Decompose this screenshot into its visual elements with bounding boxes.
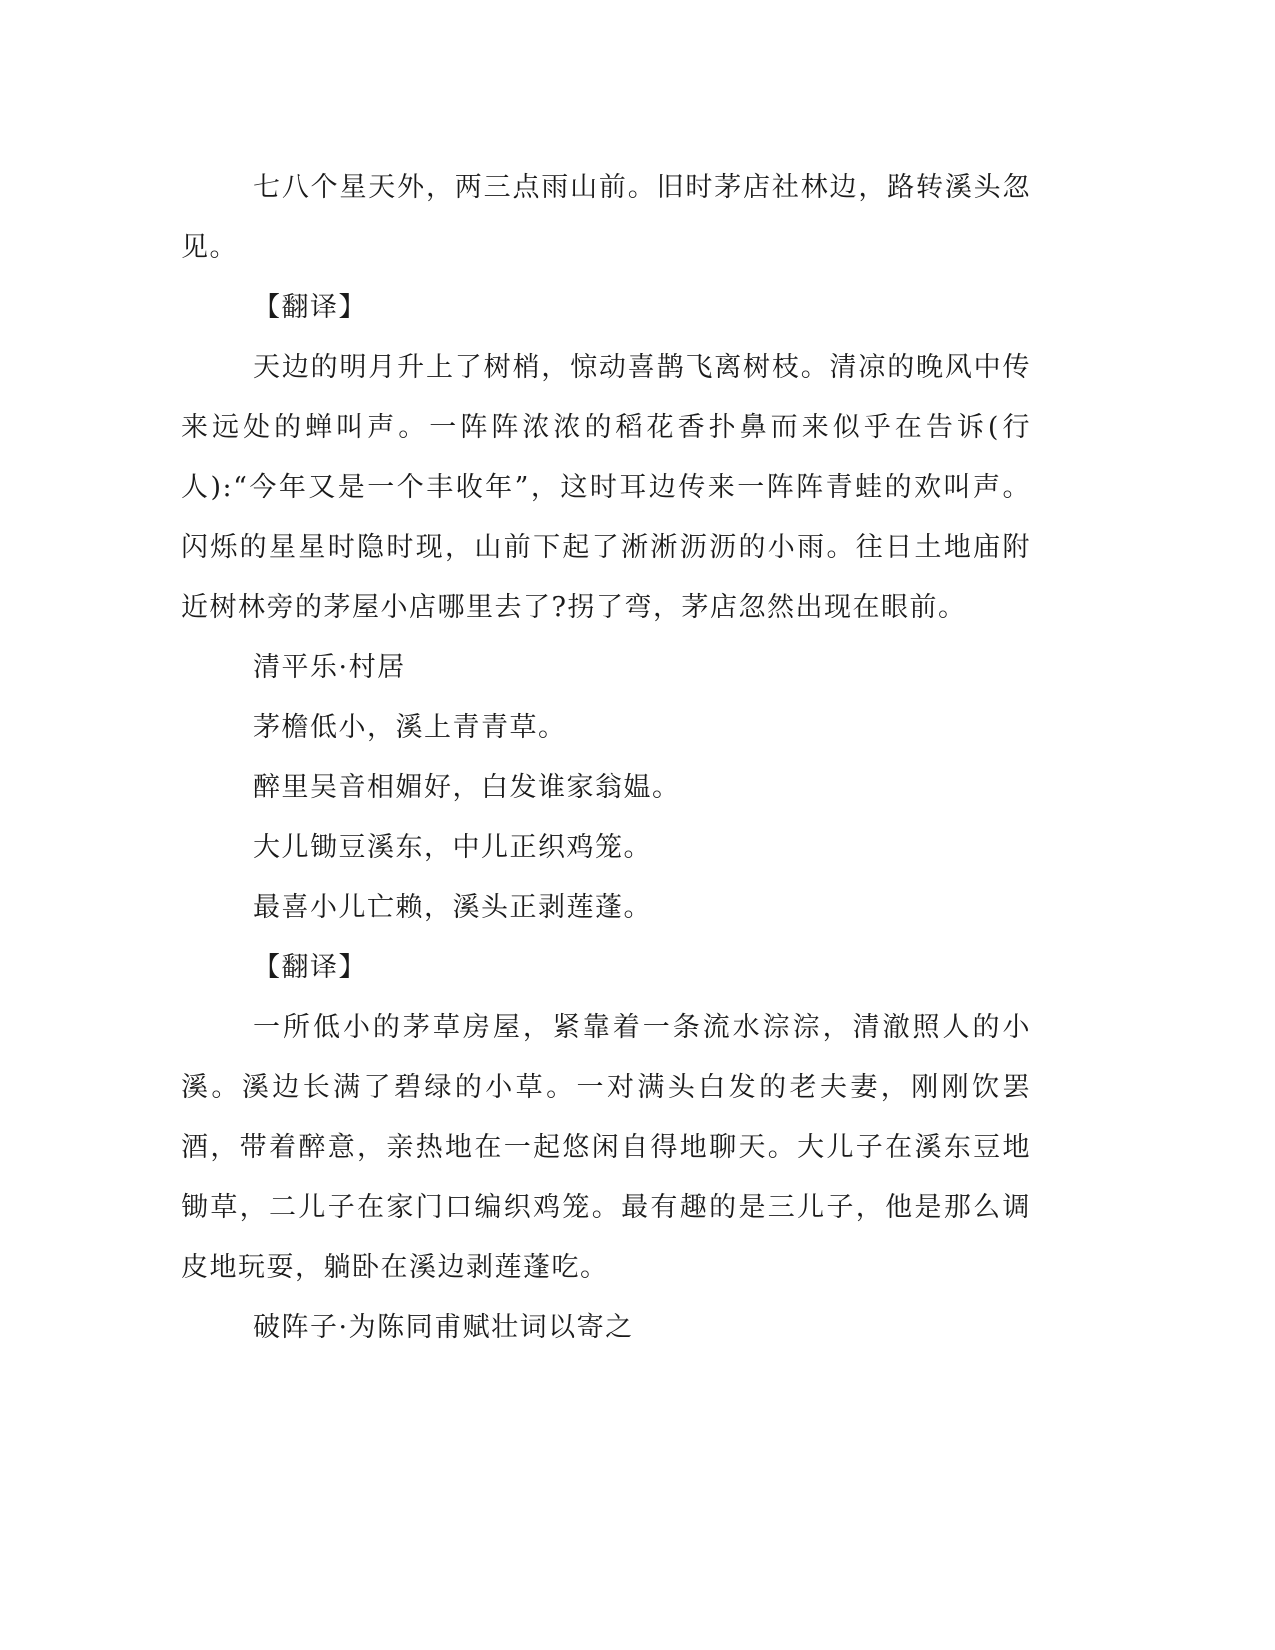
poem-line: 大儿锄豆溪东，中儿正织鸡笼。 [253,832,652,863]
document-body [181,158,1031,1358]
poem-paragraph-1: 七八个星天外，两三点雨山前。旧时茅店社林边，路转溪头忽见。 [181,172,1031,263]
translation-heading: 【翻译】 [253,952,367,983]
translation-paragraph-2: 一所低小的茅草房屋，紧靠着一条流水淙淙，清澈照人的小溪。溪边长满了碧绿的小草。一对满头白发的老夫妻，刚刚饮罢酒，带着醉意，亲热地在一起悠闲自得地聊天。大儿子在溪东豆地锄草，二儿子在家门口编织鸡笼。最有趣的是三儿子，他是那么调皮地玩耍，躺卧在溪边剥莲蓬吃。 [181,1012,1031,1283]
poem-title-pozhenzi: 破阵子·为陈同甫赋壮词以寄之 [253,1312,634,1343]
translation-heading: 【翻译】 [253,292,367,323]
poem-line: 醉里吴音相媚好，白发谁家翁媪。 [253,772,681,803]
poem-line: 茅檐低小，溪上青青草。 [253,712,567,743]
translation-paragraph-1: 天边的明月升上了树梢，惊动喜鹊飞离树枝。清凉的晚风中传来远处的蝉叫声。一阵阵浓浓的稻花香扑鼻而来似乎在告诉(行人):“今年又是一个丰收年”，这时耳边传来一阵阵青蛙的欢叫声。闪烁的星星时隐时现，山前下起了淅淅沥沥的小雨。往日土地庙附近树林旁的茅屋小店哪里去了?拐了弯，茅店忽然出现在眼前。 [181,352,1031,623]
poem-line: 最喜小儿亡赖，溪头正剥莲蓬。 [253,892,652,923]
poem-title-qingpingle: 清平乐·村居 [253,652,406,683]
